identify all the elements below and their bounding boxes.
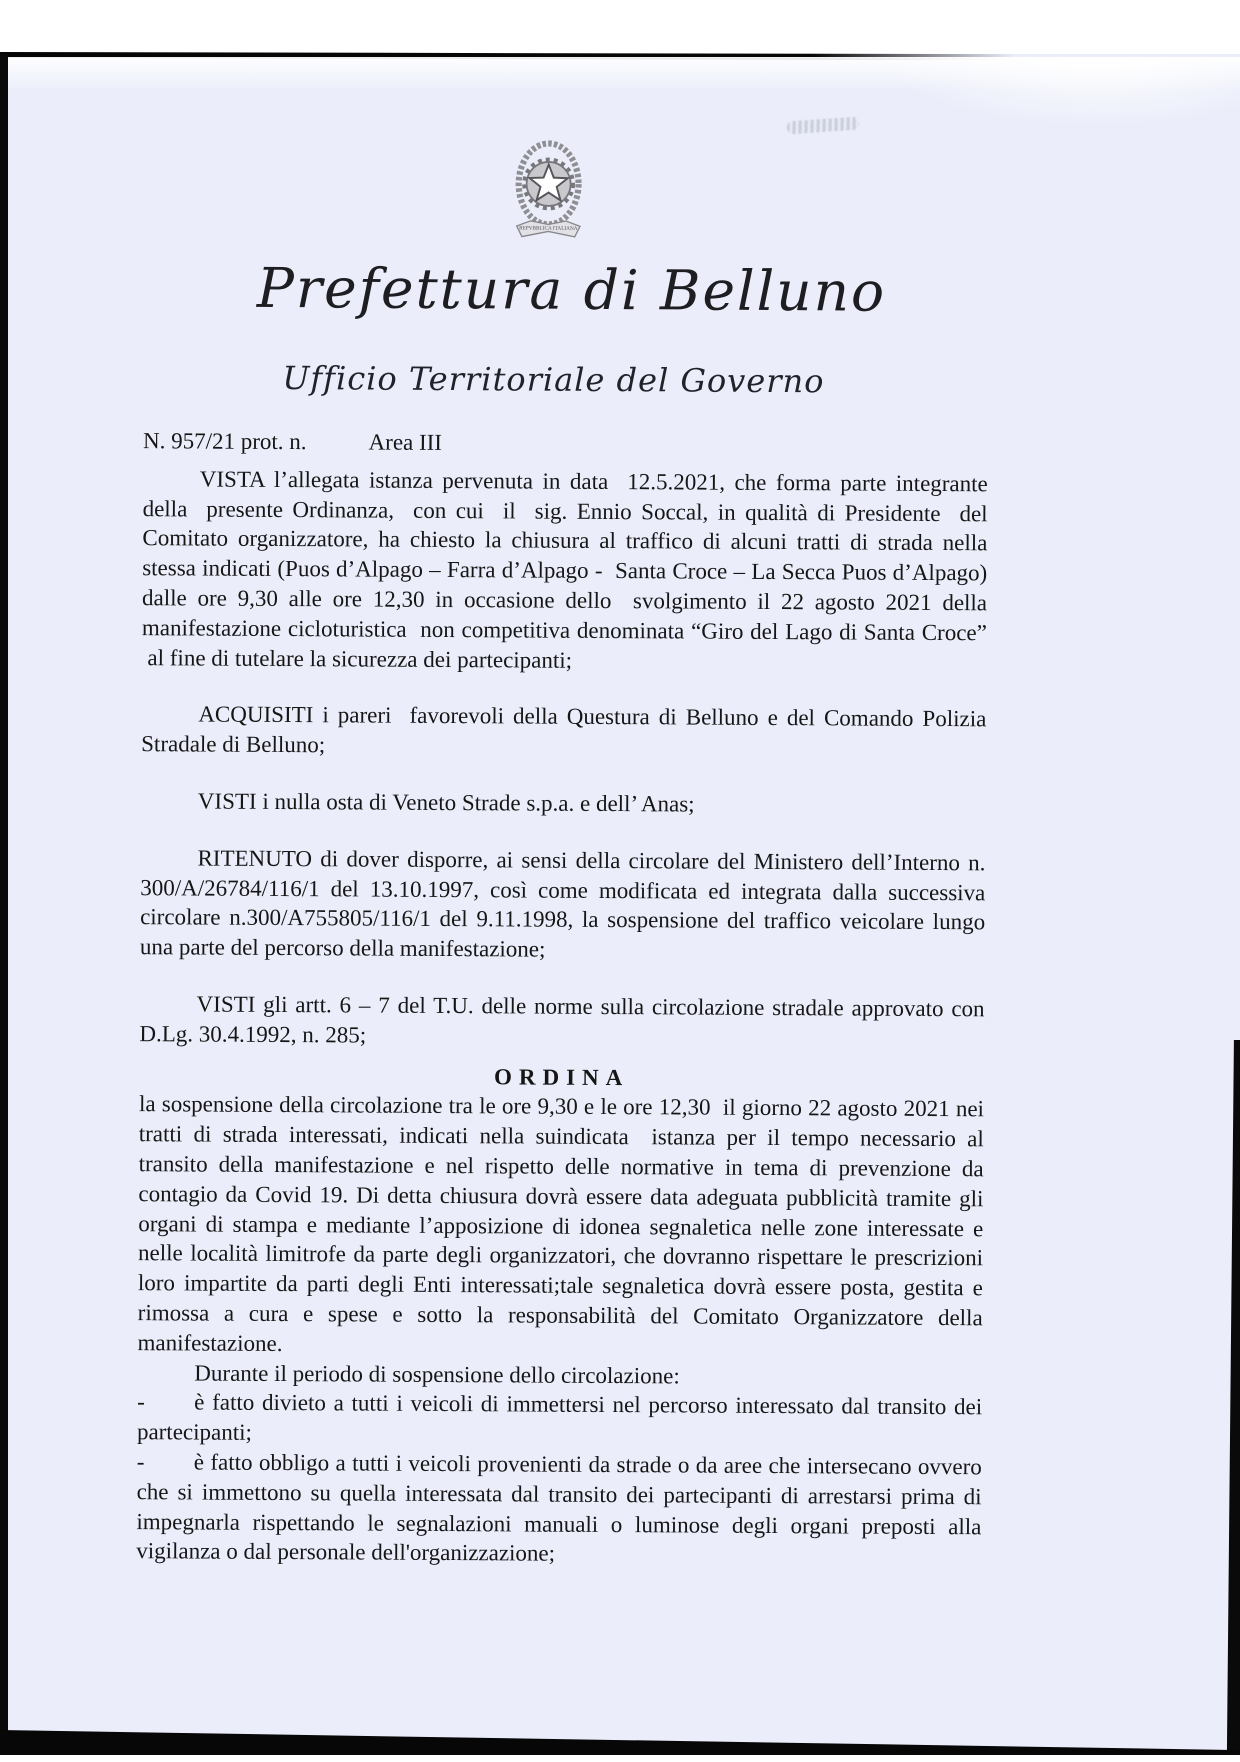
- bullet-1-text: è fatto divieto a tutti i veicoli di immettersi nel percorso interessato dal transito dei partecipanti;: [136, 1389, 983, 1445]
- paragraph-acquisiti: ACQUISITI i pareri favorevoli della Questura di Belluno e del Comando Polizia Stradale di Belluno;: [141, 701, 987, 758]
- paragraph-visti-nulla-osta: VISTI i nulla osta di Veneto Strade s.p.a. e dell’ Anas;: [197, 788, 695, 817]
- bullet-dash: -: [137, 1389, 145, 1415]
- protocol-number: N. 957/21 prot. n.: [142, 428, 307, 455]
- paragraph-durante: Durante il periodo di sospensione dello circolazione:: [194, 1359, 680, 1388]
- institution-name: Prefettura di Belluno: [256, 255, 887, 324]
- paragraph-ritenuto: RITENUTO di dover disporre, ai sensi della circolare del Ministero dell’Interno n. 300/A/26784/116/1 del 13.10.1997, così come modificata ed integrata dalla successiva circolare n.300/A755805/116/1 del 9.11.1998, la sospensione del traffico veicolare lungo una parte del percorso della manifestazione;: [139, 845, 986, 962]
- bullet-dash: -: [136, 1449, 145, 1475]
- emblem-motto: REPVBBLICA ITALIANA: [519, 225, 578, 232]
- paragraph-visti-artt: VISTI gli artt. 6 – 7 del T.U. delle norme sulla circolazione stradale approvato con D.Lg. 30.4.1992, n. 285;: [139, 991, 985, 1048]
- scan-border-left: [0, 54, 8, 1755]
- bullet-2-text: è fatto obbligo a tutti i veicoli provenienti da strade o da aree che intersecano ovvero che si immettono su quella interessata dal transito dei partecipanti di arrestarsi prima di impegnarla rispettando le segnalazioni manuali o luminose degli organi preposti alla vigilanza o dal personale dell'organizzazione;: [136, 1449, 982, 1566]
- office-name: Ufficio Territoriale del Governo: [282, 358, 825, 401]
- paragraph-bullet-1: [137, 1387, 982, 1452]
- italian-republic-emblem-icon: [504, 136, 593, 251]
- paragraph-vista: VISTA l’allegata istanza pervenuta in data 12.5.2021, che forma parte integrante della presente Ordinanza, con cui il sig. Ennio Soccal, in qualità di Presidente del Comitato organizzatore, ha chiesto la chiusura al traffico di alcuni tratti di strada nella stessa indicati (Puos d’Alpago – Farra d’Alpago - Santa Croce – La Secca Puos d’Alpago) dalle ore 9,30 alle ore 12,30 in occasione dello svolgimento il 22 agosto 2021 della manifestazione cicloturistica non competitiva denominata “Giro del Lago di Santa Croce” al fine di tutelare la sicurezza dei partecipanti;: [141, 466, 988, 673]
- paragraph-bullet-2: [136, 1447, 982, 1571]
- ordina-heading: ORDINA: [493, 1063, 630, 1090]
- area-label: Area III: [368, 429, 443, 455]
- protocol-line: [143, 426, 988, 461]
- document-body: [136, 426, 988, 1571]
- paragraph-ordina-text: la sospensione della circolazione tra le ore 9,30 e le ore 12,30 il giorno 22 agosto 2021 nei tratti di strada interessati, indicati nella suindicata istanza per il tempo necessario al transito della manifestazione e nel rispetto delle normative in tema di prevenzione da contagio da Covid 19. Di detta chiusura dovrà essere data adeguata pubblicità tramite gli organi di stampa e mediante l’apposizione di idonea segnaletica nelle zone interessate e nelle località limitrofe da parte degli organizzatori, che dovranno rispettare le prescrizioni loro impartite da parti degli Enti interessati;tale segnaletica dovrà essere posta, gestita e rimossa a cura e spese e sotto la responsabilità del Comitato Organizzatore della manifestazione.: [137, 1091, 985, 1356]
